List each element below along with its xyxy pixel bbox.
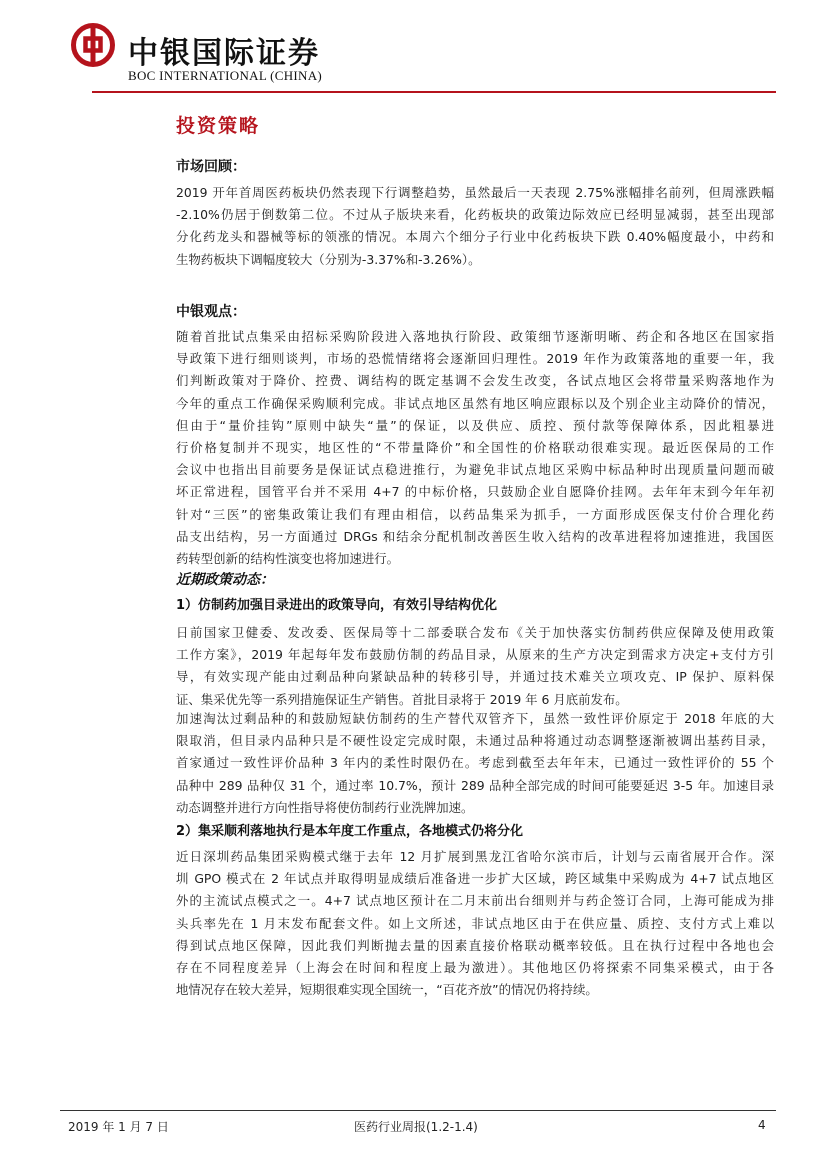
- text-line: 地情况存在较大差异，短期很难实现全国统一，“百花齐放”的情况仍将持续。: [176, 982, 598, 998]
- text-line: 随着首批试点集采由招标采购阶段进入落地执行阶段、政策细节逐渐明晰、药企和各地区在国家指: [176, 329, 774, 344]
- brand-name-en: BOC INTERNATIONAL (CHINA): [128, 68, 323, 83]
- text-line: 生物药板块下调幅度较大（分别为-3.37%和-3.26%）。: [176, 251, 481, 267]
- text-line: 分化药龙头和器械等标的领涨的情况。本周六个细分子行业中化药板块下跌 0.40%幅度最小，中药和: [176, 229, 774, 245]
- text-line: 工作方案》，2019 年起每年发布鼓励仿制的药品目录，从原来的生产方决定到需求方决定+支付方引: [176, 647, 774, 663]
- brand-name-cn: 中银国际证券: [128, 36, 320, 71]
- text-line: 品种中 289 品种仅 31 个，通过率 10.7%，预计 289 品种全部完成的时间可能要延迟 3-5 年。加速目录: [176, 777, 774, 793]
- footer-divider: [60, 1110, 776, 1111]
- text-line: 针对“三医”的密集政策让我们有理由相信，以药品集采为抓手，一方面形成医保支付价合理化药: [176, 506, 774, 522]
- text-line: 导政策下进行细则谈判，市场的恐慌情绪将会逐渐回归理性。2019 年作为政策落地的重要一年，我: [176, 351, 774, 367]
- market-review-heading: 市场回顾：: [176, 159, 246, 175]
- text-line: 得到试点地区保障，因此我们判断抛去量的因素直接价格联动概率较低。且在执行过程中各地也会: [176, 937, 774, 953]
- text-line: 品支出结构，另一方面通过 DRGs 和结余分配机制改善医生收入结构的改革进程将加速推进，我国医: [176, 528, 774, 544]
- text-line: 药转型创新的结构性演变也将加速进行。: [176, 551, 400, 567]
- header-divider: [92, 91, 776, 93]
- policy-item-1-paragraph-2: [176, 708, 774, 819]
- policy-item-2-title: 2）集采顺利落地执行是本年度工作重点，各地模式仍将分化: [176, 824, 524, 839]
- policy-heading: 近期政策动态：: [176, 572, 274, 588]
- text-line: 会议中也指出目前要务是保证试点稳进推行，为避免非试点地区采购中标品种时出现质量问题而破: [176, 462, 774, 478]
- policy-item-1-title: 1）仿制药加强目录进出的政策导向，有效引导结构优化: [176, 598, 498, 613]
- text-line: 2019 开年首周医药板块仍然表现下行调整趋势，虽然最后一天表现 2.75%涨幅排名前列，但周涨跌幅: [176, 185, 774, 200]
- page-header: [0, 0, 827, 96]
- footer-report-name: 医药行业周报(1.2-1.4): [354, 1120, 478, 1134]
- policy-item-2-paragraph: [176, 846, 774, 1001]
- boci-view-heading: 中银观点：: [176, 304, 246, 320]
- text-line: 圳 GPO 模式在 2 年试点并取得明显成绩后准备进一步扩大区域，跨区域集中采购成为 4+7 试点地区: [176, 871, 774, 887]
- text-line: 近日深圳药品集团采购模式继于去年 12 月扩展到黑龙江省哈尔滨市后，计划与云南省展开合作。深: [176, 849, 774, 864]
- text-line: 动态调整并进行方向性指导将使仿制药行业洗牌加速。: [176, 799, 474, 815]
- boci-view-paragraph: [176, 326, 774, 570]
- text-line: 们判断政策对于降价、控费、调结构的既定基调不会发生改变，各试点地区会将带量采购落地作为: [176, 373, 774, 389]
- page-number: 4: [758, 1118, 766, 1132]
- text-line: 坏正常进程，国管平台并不采用 4+7 的中标价格，只鼓励企业自愿降价挂网。去年年末到今年年初: [176, 484, 774, 500]
- text-line: 加速淘汰过剩品种的和鼓励短缺仿制药的生产替代双管齐下，虽然一致性评价原定于 2018 年底的大: [176, 711, 774, 726]
- text-line: -2.10%仍居于倒数第二位。不过从子版块来看，化药板块的政策边际效应已经明显减弱，甚至出现部: [176, 207, 774, 223]
- text-line: 证、集采优先等一系列措施保证生产销售。首批目录将于 2019 年 6 月底前发布。: [176, 691, 628, 707]
- market-review-paragraph: [176, 182, 774, 271]
- text-line: 但由于“量价挂钩”原则中缺失“量”的保证，以及供应、质控、预付款等保障体系，因此粗暴进: [176, 417, 774, 433]
- text-line: 存在不同程度差异（上海会在时间和程度上最为激进）。其他地区仍将探索不同集采模式，由于各: [176, 960, 774, 976]
- footer-date: 2019 年 1 月 7 日: [68, 1120, 169, 1134]
- text-line: 头兵率先在 1 月末发布配套文件。如上文所述，非试点地区由于在供应量、质控、支付方式上难以: [176, 915, 774, 931]
- page-title: 投资策略: [176, 115, 261, 137]
- text-line: 限取消，但目录内品种只是不硬性设定完成时限，未通过品种将通过动态调整逐渐被调出基药目录，: [176, 733, 774, 749]
- text-line: 导，有效实现产能由过剩品种向紧缺品种的转移引导，并通过技术难关立项攻克、IP 保护、原料保: [176, 669, 774, 685]
- text-line: 外的主流试点模式之一。4+7 试点地区预计在二月末前出台细则并与药企签订合同，上海可能成为排: [176, 893, 774, 909]
- bank-of-china-logo-icon: [70, 22, 116, 68]
- text-line: 日前国家卫健委、发改委、医保局等十二部委联合发布《关于加快落实仿制药供应保障及使用政策: [176, 625, 774, 640]
- text-line: 行价格复制并不现实，地区性的“不带量降价”和全国性的价格联动很难实现。最近医保局的工作: [176, 440, 774, 456]
- text-line: 首家通过一致性评价品种 3 年内的柔性时限仍在。考虑到截至去年年末，已通过一致性评价的 55 个: [176, 755, 774, 771]
- policy-item-1-paragraph-1: [176, 622, 774, 711]
- text-line: 今年的重点工作确保采购顺利完成。非试点地区虽然有地区响应跟标以及个别企业主动降价的情况，: [176, 395, 774, 411]
